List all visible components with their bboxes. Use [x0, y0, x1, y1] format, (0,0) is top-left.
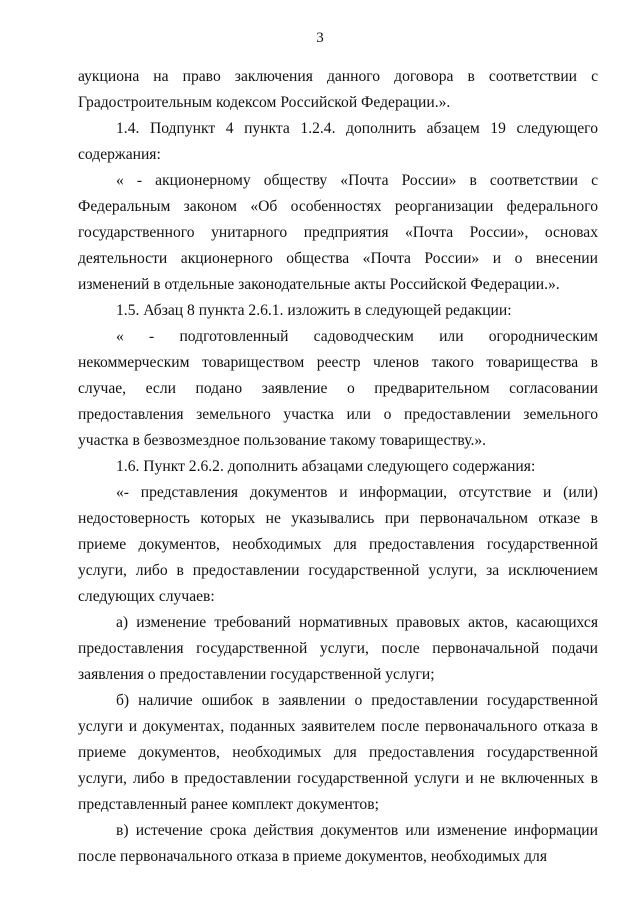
paragraph-1-4: 1.4. Подпункт 4 пункта 1.2.4. дополнить абзацем 19 следующего содержания:: [78, 120, 598, 163]
paragraph-1-5-quote: « - подготовленный садоводческим или огородническим некоммерческим товариществом реестр членов такого товарищества в случае, если подано заявление о предварительном согласовании предоставления земельного участка или о предоставлении земельного участка в безвозмездное пользование такому товариществу.».: [78, 328, 598, 449]
paragraph-1-6-quote: «- представления документов и информации, отсутствие и (или) недостоверность которых не указывались при первоначальном отказе в приеме документов, необходимых для предоставления государственной услуги, либо в предоставлении государственной услуги, за исключением следующих случаев:: [78, 484, 598, 605]
page-number: 3: [316, 30, 324, 46]
list-item-a: а) изменение требований нормативных правовых актов, касающихся предоставления государственной услуги, после первоначальной подачи заявления о предоставлении государственной услуги;: [78, 614, 598, 683]
document-body: [78, 64, 598, 870]
list-item-v: в) истечение срока действия документов или изменение информации после первоначального отказа в приеме документов, необходимых для: [78, 822, 598, 865]
list-item-b: б) наличие ошибок в заявлении о предоставлении государственной услуги и документах, поданных заявителем после первоначального отказа в приеме документов, необходимых для предоставления государственной услуги, либо в предоставлении государственной услуги и не включенных в представленный ранее комплект документов;: [78, 692, 598, 813]
paragraph-1-5: 1.5. Абзац 8 пункта 2.6.1. изложить в следующей редакции:: [116, 302, 512, 319]
paragraph-1-6: 1.6. Пункт 2.6.2. дополнить абзацами следующего содержания:: [116, 458, 536, 475]
paragraph-1-4-quote: « - акционерному обществу «Почта России» в соответствии с Федеральным законом «Об особенностях реорганизации федерального государственного унитарного предприятия «Почта России», основах деятельности акционерного общества «Почта России» и о внесении изменений в отдельные законодательные акты Российской Федерации.».: [78, 172, 598, 293]
paragraph-continuation: аукциона на право заключения данного договора в соответствии с Градостроительным кодексом Российской Федерации.».: [78, 68, 598, 111]
